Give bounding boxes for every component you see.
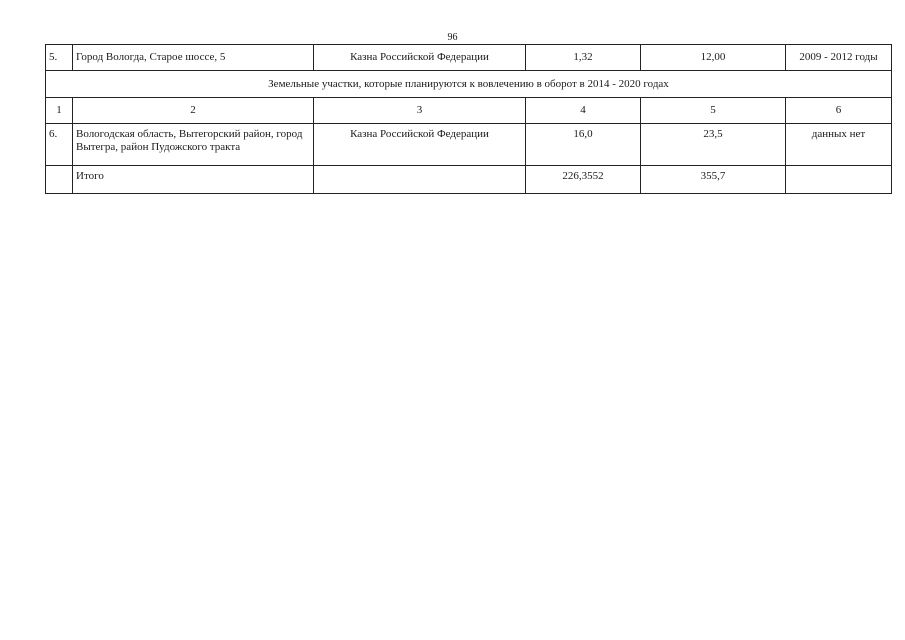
- row-5-col5: 12,00: [641, 45, 786, 71]
- row-6-owner: Казна Российской Федерации: [314, 124, 526, 166]
- table-row-6: [46, 124, 892, 166]
- row-6-col6: данных нет: [786, 124, 892, 166]
- row-6-col4: 16,0: [526, 124, 641, 166]
- row-5-col4: 1,32: [526, 45, 641, 71]
- row-5-number: 5.: [46, 45, 73, 71]
- total-col5: 355,7: [641, 166, 786, 194]
- row-5-owner: Казна Российской Федерации: [314, 45, 526, 71]
- row-5-location: Город Вологда, Старое шоссе, 5: [73, 45, 314, 71]
- total-col4: 226,3552: [526, 166, 641, 194]
- row-5-col6: 2009 - 2012 годы: [786, 45, 892, 71]
- section-title: Земельные участки, которые планируются к вовлечению в оборот в 2014 - 2020 годах: [46, 71, 892, 98]
- table-row-5: [46, 45, 892, 71]
- column-number-3: 3: [314, 98, 526, 124]
- row-6-col5: 23,5: [641, 124, 786, 166]
- column-number-1: 1: [46, 98, 73, 124]
- land-plots-table: [45, 44, 892, 194]
- column-number-5: 5: [641, 98, 786, 124]
- row-6-location: Вологодская область, Вытегорский район, город Вытегра, район Пудожского тракта: [73, 124, 314, 166]
- section-title-row: [46, 71, 892, 98]
- row-6-number: 6.: [46, 124, 73, 166]
- total-owner-cell: [314, 166, 526, 194]
- column-number-2: 2: [73, 98, 314, 124]
- page-number: 96: [447, 32, 458, 43]
- total-label: Итого: [73, 166, 314, 194]
- total-col6-cell: [786, 166, 892, 194]
- column-number-6: 6: [786, 98, 892, 124]
- total-number-cell: [46, 166, 73, 194]
- total-row: [46, 166, 892, 194]
- column-number-row: [46, 98, 892, 124]
- column-number-4: 4: [526, 98, 641, 124]
